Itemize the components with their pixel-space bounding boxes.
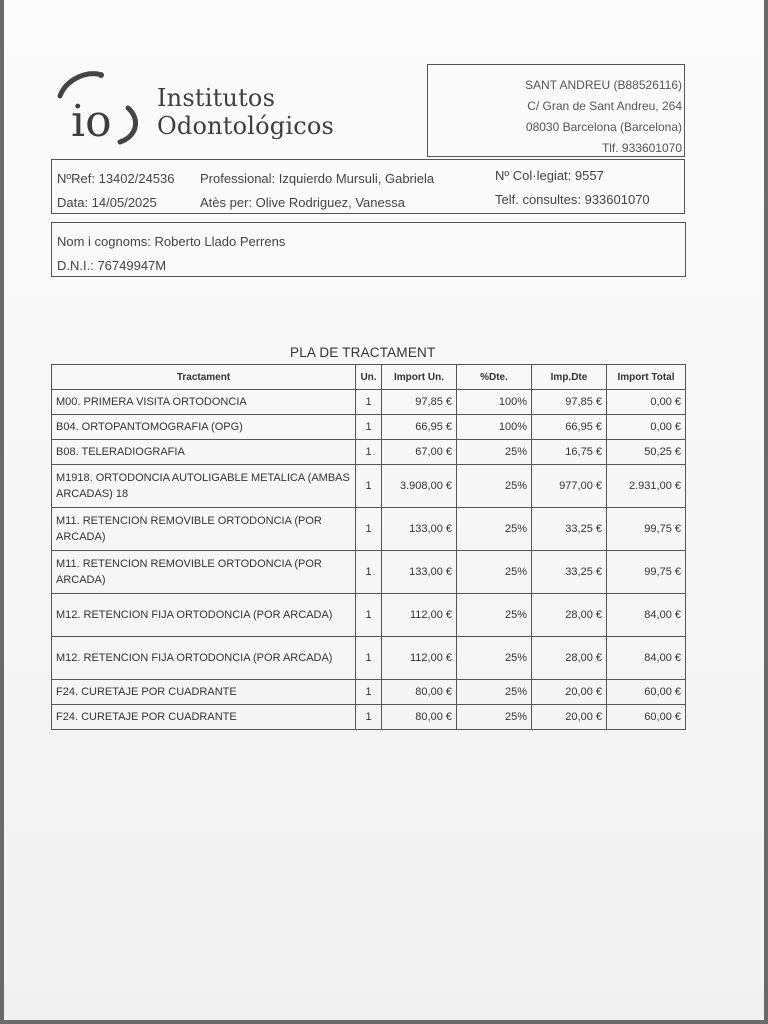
table-row (52, 415, 686, 440)
unit-price: 133,00 € (382, 551, 457, 594)
units: 1 (356, 705, 382, 730)
total-amount: 2.931,00 € (607, 465, 686, 508)
table-row (52, 705, 686, 730)
units: 1 (356, 594, 382, 637)
unit-price: 97,85 € (382, 390, 457, 415)
unit-price: 112,00 € (382, 594, 457, 637)
total-amount: 50,25 € (607, 440, 686, 465)
discount-pct: 100% (457, 415, 532, 440)
discount-pct: 25% (457, 594, 532, 637)
discount-amount: 97,85 € (532, 390, 607, 415)
table-row (52, 680, 686, 705)
total-amount: 84,00 € (607, 594, 686, 637)
discount-pct: 25% (457, 637, 532, 680)
collegiate-number: Nº Col·legiat: 9557 (495, 168, 604, 183)
col-header-discount-pct: %Dte. (457, 365, 532, 390)
reference-number: NºRef: 13402/24536 (57, 171, 175, 186)
treatment-description: B04. ORTOPANTOMOGRAFIA (OPG) (52, 415, 356, 440)
treatment-table (51, 364, 686, 730)
logo-text-line1: Institutos (157, 84, 276, 112)
unit-price: 66,95 € (382, 415, 457, 440)
total-amount: 0,00 € (607, 415, 686, 440)
discount-pct: 25% (457, 508, 532, 551)
clinic-name: SANT ANDREU (B88526116) (525, 78, 682, 92)
treatment-description: B08. TELERADIOGRAFIA (52, 440, 356, 465)
unit-price: 112,00 € (382, 637, 457, 680)
company-logo (54, 70, 354, 150)
units: 1 (356, 415, 382, 440)
col-header-units: Un. (356, 365, 382, 390)
patient-box (51, 222, 686, 277)
table-row (52, 465, 686, 508)
svg-text:io: io (71, 96, 112, 147)
unit-price: 80,00 € (382, 705, 457, 730)
unit-price: 80,00 € (382, 680, 457, 705)
table-row (52, 440, 686, 465)
discount-pct: 100% (457, 390, 532, 415)
logo-text-line2: Odontológicos (157, 112, 335, 140)
table-header-row (52, 365, 686, 390)
treatment-description: M11. RETENCION REMOVIBLE ORTODONCIA (POR ARCADA) (52, 551, 356, 594)
treatment-table-body (52, 390, 686, 730)
units: 1 (356, 680, 382, 705)
discount-pct: 25% (457, 680, 532, 705)
total-amount: 99,75 € (607, 551, 686, 594)
total-amount: 60,00 € (607, 680, 686, 705)
discount-pct: 25% (457, 705, 532, 730)
units: 1 (356, 508, 382, 551)
treatment-description: M00. PRIMERA VISITA ORTODONCIA (52, 390, 356, 415)
treatment-description: F24. CURETAJE POR CUADRANTE (52, 705, 356, 730)
unit-price: 133,00 € (382, 508, 457, 551)
table-row (52, 594, 686, 637)
units: 1 (356, 551, 382, 594)
col-header-discount-amount: Imp.Dte (532, 365, 607, 390)
clinic-phone: Tlf. 933601070 (601, 141, 682, 155)
patient-name: Nom i cognoms: Roberto Llado Perrens (57, 234, 286, 249)
table-row (52, 637, 686, 680)
treatment-description: M12. RETENCION FIJA ORTODONCIA (POR ARCADA) (52, 637, 356, 680)
total-amount: 84,00 € (607, 637, 686, 680)
discount-amount: 28,00 € (532, 594, 607, 637)
units: 1 (356, 390, 382, 415)
total-amount: 99,75 € (607, 508, 686, 551)
discount-amount: 977,00 € (532, 465, 607, 508)
discount-pct: 25% (457, 465, 532, 508)
total-amount: 0,00 € (607, 390, 686, 415)
unit-price: 3.908,00 € (382, 465, 457, 508)
total-amount: 60,00 € (607, 705, 686, 730)
discount-amount: 33,25 € (532, 551, 607, 594)
discount-amount: 20,00 € (532, 705, 607, 730)
unit-price: 67,00 € (382, 440, 457, 465)
logo-mark-icon (54, 70, 154, 150)
clinic-address: C/ Gran de Sant Andreu, 264 (527, 99, 682, 113)
col-header-treatment: Tractament (52, 365, 356, 390)
consult-phone: Telf. consultes: 933601070 (495, 192, 650, 207)
units: 1 (356, 440, 382, 465)
discount-amount: 33,25 € (532, 508, 607, 551)
professional-name: Professional: Izquierdo Mursuli, Gabriela (200, 171, 435, 186)
treatment-description: M12. RETENCION FIJA ORTODONCIA (POR ARCADA) (52, 594, 356, 637)
table-row (52, 508, 686, 551)
discount-amount: 66,95 € (532, 415, 607, 440)
treatment-description: M11. RETENCION REMOVIBLE ORTODONCIA (POR ARCADA) (52, 508, 356, 551)
discount-pct: 25% (457, 440, 532, 465)
table-row (52, 551, 686, 594)
discount-amount: 28,00 € (532, 637, 607, 680)
clinic-info-box (427, 64, 685, 157)
document-page (4, 0, 764, 1020)
patient-dni: D.N.I.: 76749947M (57, 258, 167, 273)
plan-title: PLA DE TRACTAMENT (290, 345, 436, 360)
discount-amount: 16,75 € (532, 440, 607, 465)
treatment-description: F24. CURETAJE POR CUADRANTE (52, 680, 356, 705)
col-header-unit-price: Import Un. (382, 365, 457, 390)
attended-by: Atès per: Olive Rodriguez, Vanessa (200, 195, 405, 210)
table-row (52, 390, 686, 415)
units: 1 (356, 465, 382, 508)
clinic-city: 08030 Barcelona (Barcelona) (525, 120, 682, 134)
reference-box (51, 159, 685, 214)
reference-date: Data: 14/05/2025 (57, 195, 157, 210)
discount-pct: 25% (457, 551, 532, 594)
treatment-description: M1918. ORTODONCIA AUTOLIGABLE METALICA (AMBAS ARCADAS) 18 (52, 465, 356, 508)
discount-amount: 20,00 € (532, 680, 607, 705)
units: 1 (356, 637, 382, 680)
col-header-total: Import Total (607, 365, 686, 390)
